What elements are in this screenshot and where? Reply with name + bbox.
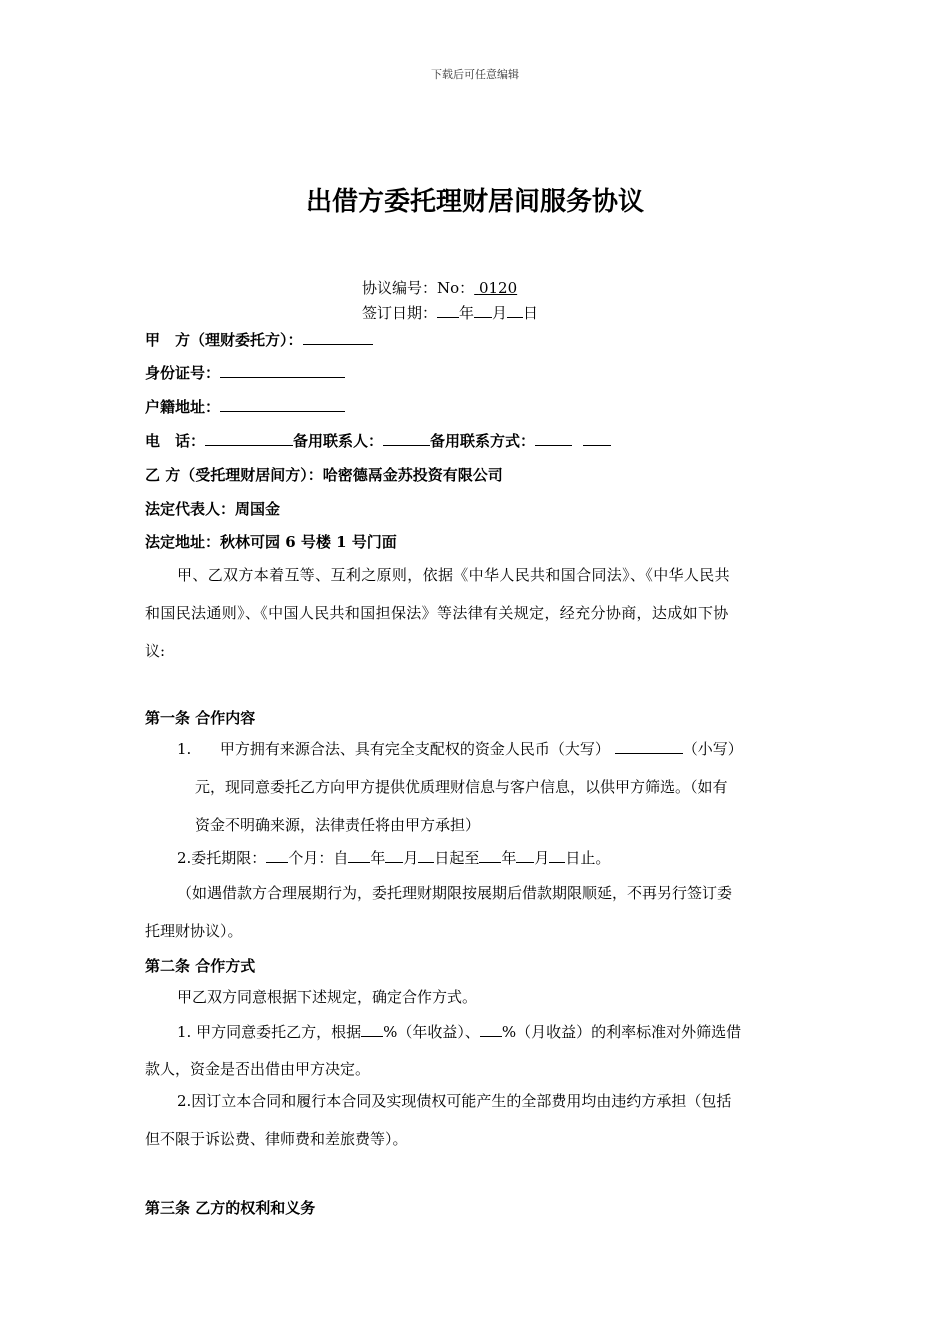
party-a-field: 甲 方（理财委托方）： <box>145 329 373 350</box>
agreement-number-value: 0120 <box>478 279 518 297</box>
page-title: 出借方委托理财居间服务协议 <box>305 187 644 217</box>
article-2-intro: 甲乙双方同意根据下述规定，确定合作方式。 <box>177 988 478 1006</box>
article-1-note-line-2: 托理财协议）。 <box>145 922 243 940</box>
party-b-field: 乙 方（受托理财居间方）：哈密德鬲金苏投资有限公司 <box>145 466 503 484</box>
article-2-heading: 第二条 合作方式 <box>145 957 256 975</box>
signing-date: 签订日期： 年 月 日 <box>362 304 539 322</box>
intro-line-3: 议: <box>145 642 166 660</box>
article-1-item-1-line-2: 元，现同意委托乙方向甲方提供优质理财信息与客户信息，以供甲方筛选。（如有 <box>195 778 728 796</box>
article-1-item-1: 1. 甲方拥有来源合法、具有完全支配权的资金人民币（大写） （小写） <box>177 740 743 758</box>
party-b-representative: 法定代表人：周国金 <box>145 500 281 518</box>
watermark-text: 下载后可任意编辑 <box>431 68 519 81</box>
article-2-item-2-line-1: 2.因订立本合同和履行本合同及实现债权可能产生的全部费用均由违约方承担（包括 <box>177 1092 732 1110</box>
article-1-heading: 第一条 合作内容 <box>145 709 256 727</box>
intro-line-2: 和国民法通则》、《中国人民共和国担保法》等法律有关规定，经充分协商，达成如下协 <box>145 604 729 622</box>
party-b-address: 法定地址：秋林可园 6 号楼 1 号门面 <box>145 533 397 551</box>
article-2-item-1: 1. 甲方同意委托乙方，根据 %（年收益）、 %（月收益）的利率标准对外筛选借 <box>177 1023 742 1041</box>
article-2-item-1-line-2: 款人，资金是否出借由甲方决定。 <box>145 1060 371 1078</box>
article-1-item-2: 2.委托期限： 个月：自 年 月 日起至 年 月 日止。 <box>177 849 611 867</box>
article-3-heading: 第三条 乙方的权利和义务 <box>145 1199 316 1217</box>
article-1-item-1-line-3: 资金不明确来源，法律责任将由甲方承担） <box>195 816 481 834</box>
agreement-number <box>362 277 517 298</box>
intro-line-1: 甲、乙双方本着互等、互利之原则，依据《中华人民共和国合同法》、《中华人民共 <box>177 566 730 584</box>
party-a-id-field: 身份证号： <box>145 362 345 383</box>
article-1-note-line-1: （如遇借款方合理展期行为，委托理财期限按展期后借款期限顺延，不再另行签订委 <box>177 884 733 902</box>
party-a-phone-field: 电 话： 备用联系人： 备用联系方式： <box>145 430 611 451</box>
signing-date-label: 签订日期： <box>362 304 438 322</box>
party-a-address-field: 户籍地址： <box>145 396 345 417</box>
agreement-number-label: 协议编号：No： <box>362 279 475 297</box>
article-2-item-2-line-2: 但不限于诉讼费、律师费和差旅费等）。 <box>145 1130 408 1148</box>
